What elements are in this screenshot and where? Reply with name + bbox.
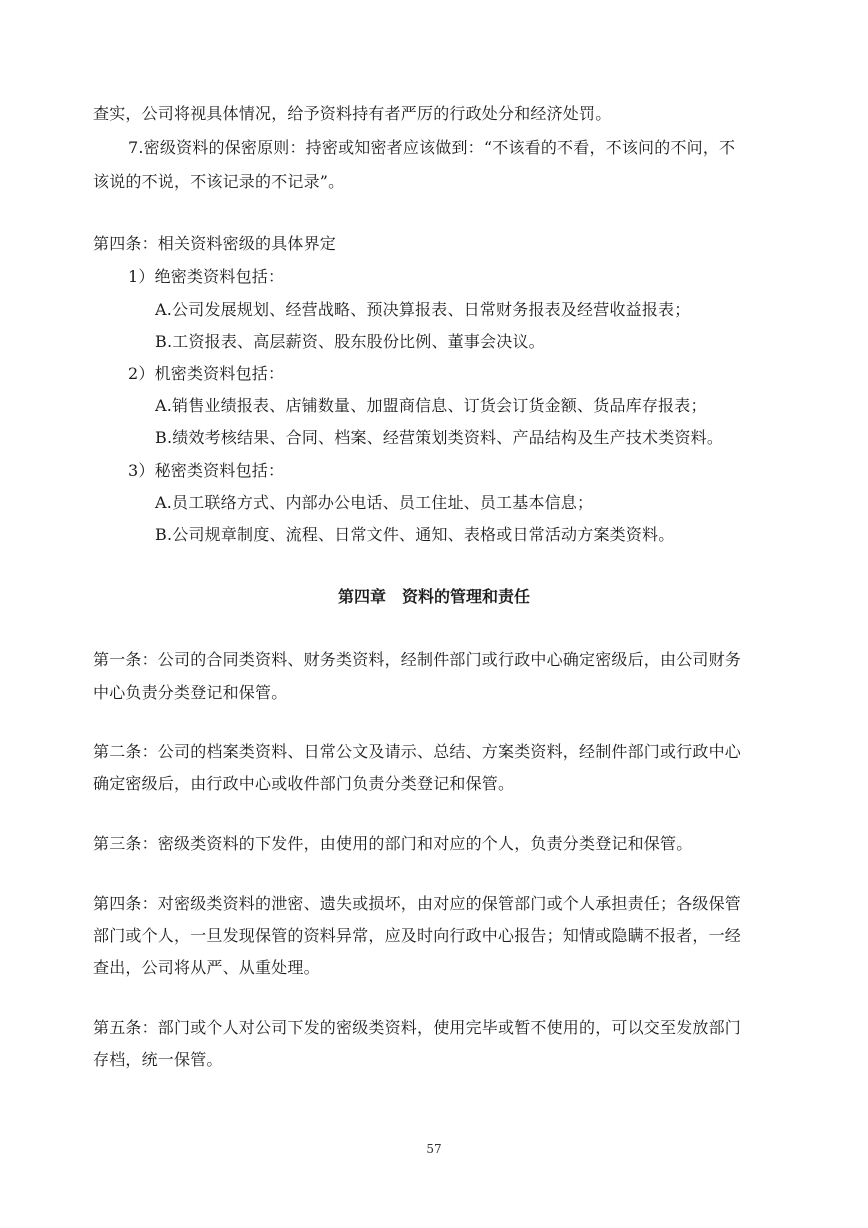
list-subitem: A.员工联络方式、内部办公电话、员工住址、员工基本信息；	[155, 493, 594, 512]
article-heading: 第四条：相关资料密级的具体界定	[93, 234, 337, 253]
list-item: 2）机密类资料包括：	[128, 364, 285, 383]
list-subitem: A.公司发展规划、经营战略、预决算报表、日常财务报表及经营收益报表；	[155, 300, 691, 319]
paragraph-line: 存档，统一保管。	[93, 1050, 223, 1069]
paragraph-line: 查出，公司将从严、从重处理。	[93, 958, 320, 977]
paragraph-line: 第三条：密级类资料的下发件，由使用的部门和对应的个人，负责分类登记和保管。	[93, 834, 693, 853]
paragraph-line: 第五条：部门或个人对公司下发的密级类资料，使用完毕或暂不使用的，可以交至发放部门	[93, 1018, 742, 1037]
page-number: 57	[426, 1142, 442, 1156]
list-item: 1）绝密类资料包括：	[128, 267, 285, 286]
paragraph-line: 部门或个人，一旦发现保管的资料异常，应及时向行政中心报告；知情或隐瞒不报者，一经	[93, 926, 742, 945]
list-subitem: B.绩效考核结果、合同、档案、经营策划类资料、产品结构及生产技术类资料。	[155, 428, 724, 447]
paragraph-line: 第一条：公司的合同类资料、财务类资料，经制件部门或行政中心确定密级后，由公司财务	[93, 650, 742, 669]
paragraph-line: 确定密级后，由行政中心或收件部门负责分类登记和保管。	[93, 774, 515, 793]
paragraph-line: 该说的不说，不该记录的不记录”。	[93, 172, 345, 191]
chapter-title: 第四章 资料的管理和责任	[337, 587, 530, 606]
list-subitem: A.销售业绩报表、店铺数量、加盟商信息、订货会订货金额、货品库存报表；	[155, 396, 707, 415]
list-subitem: B.工资报表、高层薪资、股东股份比例、董事会决议。	[155, 332, 545, 351]
paragraph-line: 中心负责分类登记和保管。	[93, 683, 288, 702]
paragraph-line: 第四条：对密级类资料的泄密、遗失或损坏，由对应的保管部门或个人承担责任；各级保管	[93, 894, 742, 913]
paragraph-line: 查实，公司将视具体情况，给予资料持有者严厉的行政处分和经济处罚。	[93, 104, 612, 123]
paragraph-line: 第二条：公司的档案类资料、日常公文及请示、总结、方案类资料，经制件部门或行政中心	[93, 742, 742, 761]
list-item: 3）秘密类资料包括：	[128, 461, 285, 480]
list-subitem: B.公司规章制度、流程、日常文件、通知、表格或日常活动方案类资料。	[155, 525, 675, 544]
paragraph-line: 7.密级资料的保密原则：持密或知密者应该做到：“不该看的不看，不该问的不问，不	[128, 138, 736, 157]
